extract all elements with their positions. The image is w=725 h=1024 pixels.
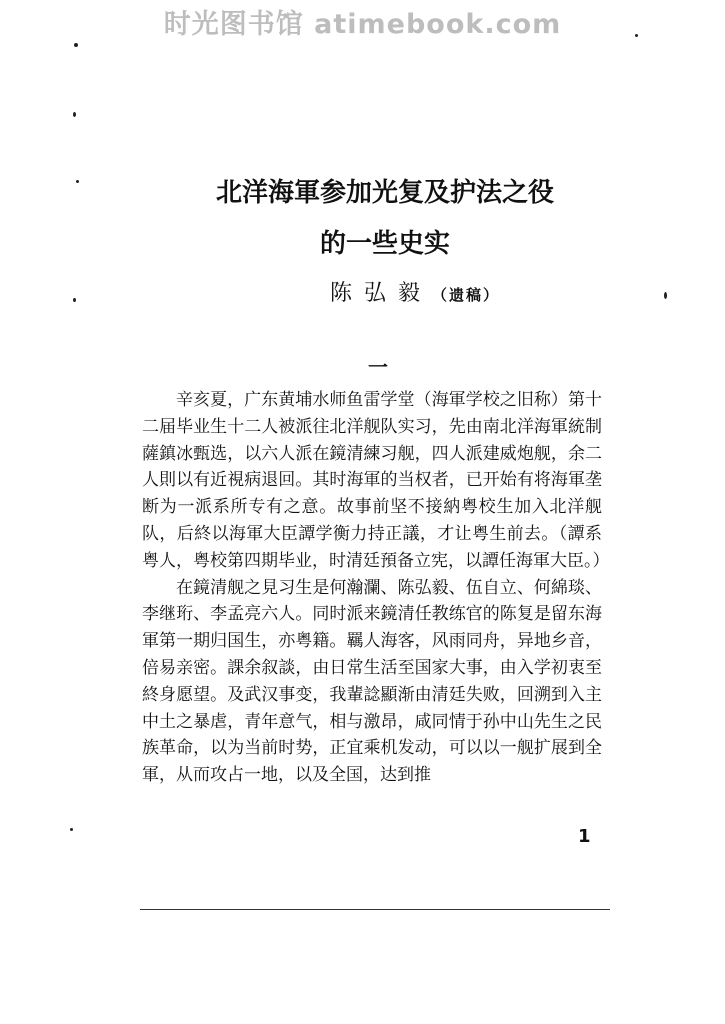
- article-title-line-2: 的一些史实: [319, 229, 450, 259]
- article-body: [142, 387, 610, 789]
- paragraph-1: 辛亥夏，广东黄埔水师鱼雷学堂（海軍学校之旧称）第十二届毕业生十二人被派往北洋舰队实习，先由南北洋海軍統制薩鎮冰甄选，以六人派在鏡清練习舰，四人派建威炮舰，余二人則以有近視病退回。其时海軍的当权者，已开始有将海軍垄断为一派系所专有之意。故事前坚不接納粤校生加入北洋舰队，后終以海軍大臣譚学衡力持正議，才让粤生前去。（譚系粤人，粤校第四期毕业，时清廷預备立宪，以譚任海軍大臣。）: [142, 390, 610, 571]
- article-title-line-1: 北洋海軍参加光复及护法之役: [215, 178, 554, 208]
- scan-speck: [73, 298, 76, 302]
- scan-speck: [74, 43, 78, 47]
- scan-speck: [70, 828, 73, 831]
- scan-speck: [76, 180, 79, 183]
- bottom-rule: [140, 909, 610, 910]
- page-number: 1: [578, 826, 591, 847]
- section-number: 一: [368, 355, 388, 379]
- author-name: 陈弘毅: [330, 281, 433, 306]
- watermark: 时光图书馆 atimebook.com: [163, 9, 562, 40]
- author-note: （遗稿）: [432, 286, 501, 304]
- scan-speck: [664, 292, 667, 299]
- scan-speck: [635, 34, 638, 37]
- paragraph-2: 在鏡清舰之見习生是何瀚瀾、陈弘毅、伍自立、何綿琰、李继珩、李孟亮六人。同时派来鏡清任教练官的陈复是留东海軍第一期归国生，亦粤籍。羈人海客，风雨同舟，异地乡音，倍易亲密。課余叙談，由日常生活至国家大事，由入学初衷至終身愿望。及武汉事变，我輩諗顯渐由清廷失败，回溯到入主中土之暴虐，青年意气，相与激昂，咸同情于孙中山先生之民族革命，以为当前时势，正宜乘机发动，可以以一舰扩展到全軍，从而攻占一地，以及全国，达到推: [142, 577, 602, 786]
- scan-speck: [73, 112, 76, 117]
- author-line: [330, 276, 500, 307]
